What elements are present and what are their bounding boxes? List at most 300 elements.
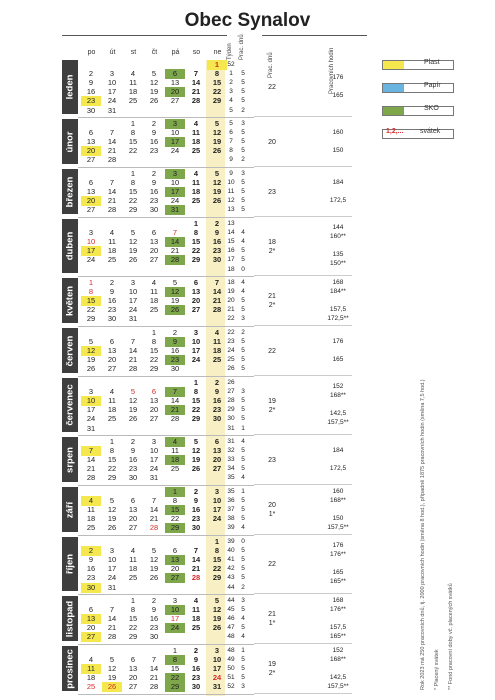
day-cell: 28 xyxy=(191,573,201,583)
workday-count: 5 xyxy=(241,365,245,373)
day-cell: 31 xyxy=(165,205,185,215)
month-label xyxy=(62,328,78,373)
month-label xyxy=(62,219,78,273)
workday-count: 5 xyxy=(241,356,245,364)
day-cell: 19 xyxy=(86,355,96,365)
day-cell: 23 xyxy=(212,405,222,415)
week-number: 41 xyxy=(227,555,235,563)
day-cell: 20 xyxy=(81,196,101,206)
week-number: 4 xyxy=(229,97,233,105)
day-cell: 8 xyxy=(214,68,220,78)
month-hours: 165 xyxy=(332,569,344,577)
month-workdays: 22 xyxy=(268,84,276,92)
day-cell: 31 xyxy=(107,582,117,592)
day-cell: 9 xyxy=(130,445,136,455)
side-separator xyxy=(254,534,352,535)
workday-count: 5 xyxy=(241,624,245,632)
day-cell: 30 xyxy=(86,105,96,115)
day-cell: 11 xyxy=(108,395,116,405)
day-cell: 20 xyxy=(212,455,222,465)
day-cell: 3 xyxy=(165,119,185,129)
day-cell: 21 xyxy=(149,673,159,683)
day-cell: 27 xyxy=(149,255,159,265)
day-cell: 7 xyxy=(109,127,115,137)
day-cell: 6 xyxy=(193,277,199,287)
day-cell: 16 xyxy=(86,564,96,574)
day-cell: 14 xyxy=(212,286,222,296)
day-cell: 20 xyxy=(81,146,101,156)
workday-count: 5 xyxy=(241,465,245,473)
day-cell: 10 xyxy=(212,495,222,505)
day-cell: 30 xyxy=(128,473,138,483)
side-separator xyxy=(254,693,352,694)
day-cell: 13 xyxy=(81,614,101,624)
day-cell: 24 xyxy=(170,196,180,206)
day-cell: 14 xyxy=(165,237,185,247)
workday-count: 5 xyxy=(241,446,245,454)
day-cell: 16 xyxy=(107,296,117,306)
day-cell: 27 xyxy=(86,205,96,215)
day-cell: 16 xyxy=(86,87,96,97)
month-workdays: 21 2* xyxy=(268,293,276,310)
day-cell: 26 xyxy=(212,196,222,206)
month-label xyxy=(62,537,78,591)
day-cell: 25 xyxy=(191,623,201,633)
day-cell: 18 xyxy=(191,187,201,197)
workday-count: 3 xyxy=(241,315,245,323)
day-cell: 28 xyxy=(107,632,117,642)
workday-count: 5 xyxy=(241,138,245,146)
day-cell: 26 xyxy=(212,623,222,633)
day-cell: 2 xyxy=(88,68,94,78)
day-cell: 25 xyxy=(107,255,117,265)
day-cell: 11 xyxy=(108,236,116,246)
day-cell: 10 xyxy=(212,654,222,664)
day-cell: 3 xyxy=(165,169,185,179)
day-cell: 19 xyxy=(212,614,222,624)
day-cell: 29 xyxy=(86,314,96,324)
day-cell: 25 xyxy=(170,464,180,474)
day-cell: 7 xyxy=(193,68,199,78)
week-number: 25 xyxy=(227,356,235,364)
month-workdays: 20 xyxy=(268,138,276,146)
day-cell: 11 xyxy=(192,604,200,614)
day-cell: 15 xyxy=(81,296,101,306)
week-number: 23 xyxy=(227,337,235,345)
workday-count: 5 xyxy=(241,506,245,514)
day-cell: 17 xyxy=(81,246,101,256)
day-header: so xyxy=(192,49,201,56)
day-cell: 8 xyxy=(193,227,199,237)
day-cell: 9 xyxy=(193,654,199,664)
workday-count: 3 xyxy=(241,387,245,395)
week-number: 10 xyxy=(227,178,235,186)
day-cell: 29 xyxy=(128,205,138,215)
day-cell: 26 xyxy=(102,682,122,692)
day-cell: 29 xyxy=(212,96,222,106)
day-cell: 5 xyxy=(214,595,220,605)
workday-count: 5 xyxy=(241,88,245,96)
day-cell: 15 xyxy=(165,505,185,515)
day-header: ne xyxy=(213,49,222,56)
day-cell: 29 xyxy=(165,523,185,533)
month-hours: 157,5** xyxy=(327,523,349,531)
day-cell: 7 xyxy=(130,336,136,346)
week-number: 35 xyxy=(227,474,235,482)
day-cell: 9 xyxy=(214,227,220,237)
day-cell: 29 xyxy=(191,414,201,424)
day-cell: 11 xyxy=(192,177,200,187)
day-cell: 30 xyxy=(170,364,180,374)
day-cell: 6 xyxy=(151,227,157,237)
week-number: 43 xyxy=(227,574,235,582)
week-number: 29 xyxy=(227,406,235,414)
day-cell: 28 xyxy=(212,305,222,315)
day-cell: 8 xyxy=(88,286,94,296)
month-hours: 172,5 xyxy=(329,196,347,204)
workday-count: 5 xyxy=(241,297,245,305)
month-name: březen xyxy=(64,176,76,207)
day-cell: 20 xyxy=(128,673,138,683)
week-number: 16 xyxy=(227,247,235,255)
day-cell: 31 xyxy=(107,105,117,115)
week-number: 52 xyxy=(227,683,235,691)
workday-count: 5 xyxy=(241,396,245,404)
day-cell: 8 xyxy=(130,604,136,614)
month-hours: 165 xyxy=(332,92,344,100)
day-cell: 12 xyxy=(212,127,222,137)
month-hours: 160 xyxy=(332,487,344,495)
day-cell: 24 xyxy=(170,146,180,156)
day-cell: 8 xyxy=(151,336,157,346)
day-cell: 13 xyxy=(212,445,222,455)
day-cell: 27 xyxy=(191,305,201,315)
month-hours: 184 xyxy=(332,178,344,186)
month-hours: 150** xyxy=(330,260,346,268)
side-separator xyxy=(254,593,352,594)
workday-count: 5 xyxy=(241,128,245,136)
day-cell: 9 xyxy=(88,77,94,87)
legend-swatch xyxy=(382,83,454,93)
week-number: 35 xyxy=(227,487,235,495)
day-cell: 4 xyxy=(214,327,220,337)
week-number: 47 xyxy=(227,624,235,632)
count-header: Prac. dnů xyxy=(239,34,245,60)
day-cell: 16 xyxy=(149,187,159,197)
day-cell: 6 xyxy=(130,495,136,505)
day-cell: 27 xyxy=(128,523,138,533)
month-workdays: 22 xyxy=(268,561,276,569)
day-cell: 20 xyxy=(149,246,159,256)
week-number: 37 xyxy=(227,506,235,514)
day-cell: 20 xyxy=(86,623,96,633)
day-cell: 8 xyxy=(165,655,185,665)
day-cell: 28 xyxy=(128,364,138,374)
day-cell: 9 xyxy=(193,495,199,505)
day-cell: 13 xyxy=(128,505,138,515)
day-cell: 28 xyxy=(191,96,201,106)
day-cell: 8 xyxy=(130,177,136,187)
side-separator xyxy=(254,216,352,217)
day-cell: 10 xyxy=(107,554,117,564)
day-cell: 12 xyxy=(212,177,222,187)
day-cell: 25 xyxy=(149,305,159,315)
day-cell: 5 xyxy=(151,545,157,555)
month-label xyxy=(62,646,78,691)
week-number: 26 xyxy=(227,365,235,373)
day-cell: 24 xyxy=(86,255,96,265)
day-cell: 15 xyxy=(149,346,159,356)
side-separator xyxy=(254,375,352,376)
workday-count: 5 xyxy=(241,206,245,214)
day-cell: 13 xyxy=(128,664,138,674)
month-hours: 144 xyxy=(332,224,344,232)
workday-count: 1 xyxy=(241,487,245,495)
day-cell: 2 xyxy=(151,168,157,178)
week-number: 7 xyxy=(229,138,233,146)
week-number: 46 xyxy=(227,615,235,623)
day-cell: 3 xyxy=(109,545,115,555)
workday-count: 0 xyxy=(241,537,245,545)
day-cell: 28 xyxy=(149,682,159,692)
day-cell: 11 xyxy=(87,505,95,515)
month-hours: 176 xyxy=(332,74,344,82)
day-cell: 25 xyxy=(191,146,201,156)
day-cell: 10 xyxy=(170,127,180,137)
day-cell: 14 xyxy=(191,77,201,87)
week-number: 18 xyxy=(227,278,235,286)
day-cell: 19 xyxy=(212,187,222,197)
day-cell: 1 xyxy=(88,277,94,287)
week-number: 27 xyxy=(227,387,235,395)
day-cell: 16 xyxy=(128,455,138,465)
day-cell: 8 xyxy=(214,545,220,555)
day-cell: 1 xyxy=(151,327,157,337)
workday-count: 4 xyxy=(241,278,245,286)
day-cell: 15 xyxy=(191,395,201,405)
day-cell: 19 xyxy=(149,87,159,97)
day-cell: 13 xyxy=(86,137,96,147)
day-cell: 14 xyxy=(86,455,96,465)
day-cell: 25 xyxy=(212,355,222,365)
day-cell: 1 xyxy=(207,60,227,70)
day-cell: 2 xyxy=(151,595,157,605)
day-cell: 3 xyxy=(109,68,115,78)
workday-count: 5 xyxy=(241,78,245,86)
workday-count: 5 xyxy=(241,665,245,673)
workday-count: 5 xyxy=(241,496,245,504)
day-cell: 8 xyxy=(130,127,136,137)
week-number: 31 xyxy=(227,424,235,432)
week-number: 15 xyxy=(227,237,235,245)
month-workdays: 23 xyxy=(268,456,276,464)
day-cell: 30 xyxy=(149,632,159,642)
workday-count: 3 xyxy=(241,683,245,691)
day-cell: 27 xyxy=(86,155,96,165)
day-cell: 1 xyxy=(109,436,115,446)
day-cell: 18 xyxy=(107,246,117,256)
day-cell: 5 xyxy=(109,495,115,505)
day-cell: 18 xyxy=(191,137,201,147)
day-cell: 1 xyxy=(193,218,199,228)
day-cell: 22 xyxy=(212,87,222,97)
day-cell: 15 xyxy=(128,137,138,147)
workday-count: 4 xyxy=(241,437,245,445)
day-cell: 28 xyxy=(170,414,180,424)
day-cell: 14 xyxy=(107,614,117,624)
week-number: 42 xyxy=(227,565,235,573)
side-separator xyxy=(254,116,352,117)
workday-count: 4 xyxy=(241,615,245,623)
day-cell: 3 xyxy=(130,277,136,287)
day-cell: 25 xyxy=(86,682,96,692)
title-underline xyxy=(62,35,227,36)
month-name: červenec xyxy=(64,384,76,426)
workday-count: 5 xyxy=(241,456,245,464)
workday-count: 5 xyxy=(241,337,245,345)
day-cell: 1 xyxy=(130,595,136,605)
workday-count: 5 xyxy=(241,406,245,414)
week-number: 5 xyxy=(229,106,233,114)
day-cell: 16 xyxy=(212,236,222,246)
day-cell: 16 xyxy=(149,137,159,147)
day-cell: 29 xyxy=(191,255,201,265)
day-cell: 29 xyxy=(165,682,185,692)
workday-count: 0 xyxy=(241,265,245,273)
side-separator xyxy=(254,325,352,326)
day-cell: 17 xyxy=(165,187,185,197)
week-number: 20 xyxy=(227,297,235,305)
day-cell: 4 xyxy=(151,277,157,287)
week-number: 22 xyxy=(227,315,235,323)
day-cell: 26 xyxy=(165,305,185,315)
day-cell: 22 xyxy=(149,355,159,365)
workday-count: 5 xyxy=(241,565,245,573)
month-hours: 168** xyxy=(330,496,346,504)
day-cell: 7 xyxy=(172,227,178,237)
week-number: 1 xyxy=(229,69,233,77)
workday-count: 2 xyxy=(241,106,245,114)
day-cell: 7 xyxy=(81,446,101,456)
day-cell: 5 xyxy=(172,277,178,287)
day-cell: 3 xyxy=(88,227,94,237)
day-cell: 21 xyxy=(191,564,201,574)
day-cell: 31 xyxy=(86,423,96,433)
day-cell: 22 xyxy=(191,405,201,415)
week-number: 31 xyxy=(227,437,235,445)
week-number: 13 xyxy=(227,219,235,227)
month-hours: 168** xyxy=(330,655,346,663)
week-number: 5 xyxy=(229,119,233,127)
month-workdays: 21 1* xyxy=(268,611,276,628)
month-hours: 172,5** xyxy=(327,314,349,322)
day-cell: 3 xyxy=(151,436,157,446)
week-number: 39 xyxy=(227,524,235,532)
day-cell: 30 xyxy=(212,255,222,265)
workday-count: 5 xyxy=(241,655,245,663)
day-cell: 9 xyxy=(151,177,157,187)
day-cell: 5 xyxy=(151,68,157,78)
day-cell: 27 xyxy=(170,96,180,106)
month-hours: 160 xyxy=(332,128,344,136)
day-cell: 25 xyxy=(128,573,138,583)
workday-count: 2 xyxy=(241,328,245,336)
legend-swatch xyxy=(382,60,454,70)
workday-count: 3 xyxy=(241,596,245,604)
week-number: 44 xyxy=(227,583,235,591)
day-cell: 10 xyxy=(86,236,96,246)
month-hours: 165** xyxy=(330,578,346,586)
day-cell: 5 xyxy=(109,654,115,664)
day-cell: 14 xyxy=(149,505,159,515)
workday-count: 5 xyxy=(241,674,245,682)
day-cell: 2 xyxy=(214,377,220,387)
day-cell: 21 xyxy=(191,87,201,97)
day-cell: 18 xyxy=(212,346,222,356)
day-cell: 28 xyxy=(86,473,96,483)
day-cell: 14 xyxy=(170,395,180,405)
day-cell: 16 xyxy=(149,614,159,624)
week-number: 19 xyxy=(227,287,235,295)
day-cell: 27 xyxy=(149,414,159,424)
day-cell: 8 xyxy=(109,445,115,455)
day-cell: 28 xyxy=(107,205,117,215)
day-cell: 4 xyxy=(81,496,101,506)
day-cell: 7 xyxy=(109,604,115,614)
day-cell: 6 xyxy=(88,177,94,187)
day-cell: 18 xyxy=(149,296,159,306)
day-cell: 15 xyxy=(212,77,222,87)
week-number: 51 xyxy=(227,674,235,682)
month-hours: 150 xyxy=(332,514,344,522)
day-cell: 21 xyxy=(149,514,159,524)
day-cell: 24 xyxy=(128,305,138,315)
day-cell: 2 xyxy=(81,546,101,556)
day-cell: 6 xyxy=(172,545,178,555)
day-cell: 27 xyxy=(81,632,101,642)
day-cell: 28 xyxy=(165,255,185,265)
day-cell: 19 xyxy=(107,673,117,683)
day-cell: 31 xyxy=(149,473,159,483)
calendar-grid xyxy=(62,34,245,696)
side-separator xyxy=(254,643,352,644)
day-cell: 2 xyxy=(151,118,157,128)
day-cell: 16 xyxy=(170,346,180,356)
workday-count: 4 xyxy=(241,228,245,236)
day-cell: 13 xyxy=(191,286,201,296)
day-cell: 2 xyxy=(172,327,178,337)
workday-count: 4 xyxy=(241,524,245,532)
day-cell: 17 xyxy=(86,405,96,415)
month-name: prosinec xyxy=(64,648,76,689)
day-cell: 2 xyxy=(193,486,199,496)
day-cell: 1 xyxy=(214,536,220,546)
day-cell: 30 xyxy=(81,583,101,593)
workday-count: 5 xyxy=(241,306,245,314)
month-name: duben xyxy=(64,231,76,261)
day-cell: 4 xyxy=(193,118,199,128)
day-cell: 16 xyxy=(191,505,201,515)
workday-count: 5 xyxy=(241,347,245,355)
day-cell: 15 xyxy=(212,554,222,564)
week-number: 11 xyxy=(227,188,235,196)
day-cell: 19 xyxy=(170,296,180,306)
week-number: 44 xyxy=(227,596,235,604)
week-header: Týden xyxy=(227,43,233,60)
month-name: srpen xyxy=(64,446,76,473)
legend-label: Plast xyxy=(424,59,440,66)
day-cell: 1 xyxy=(130,168,136,178)
